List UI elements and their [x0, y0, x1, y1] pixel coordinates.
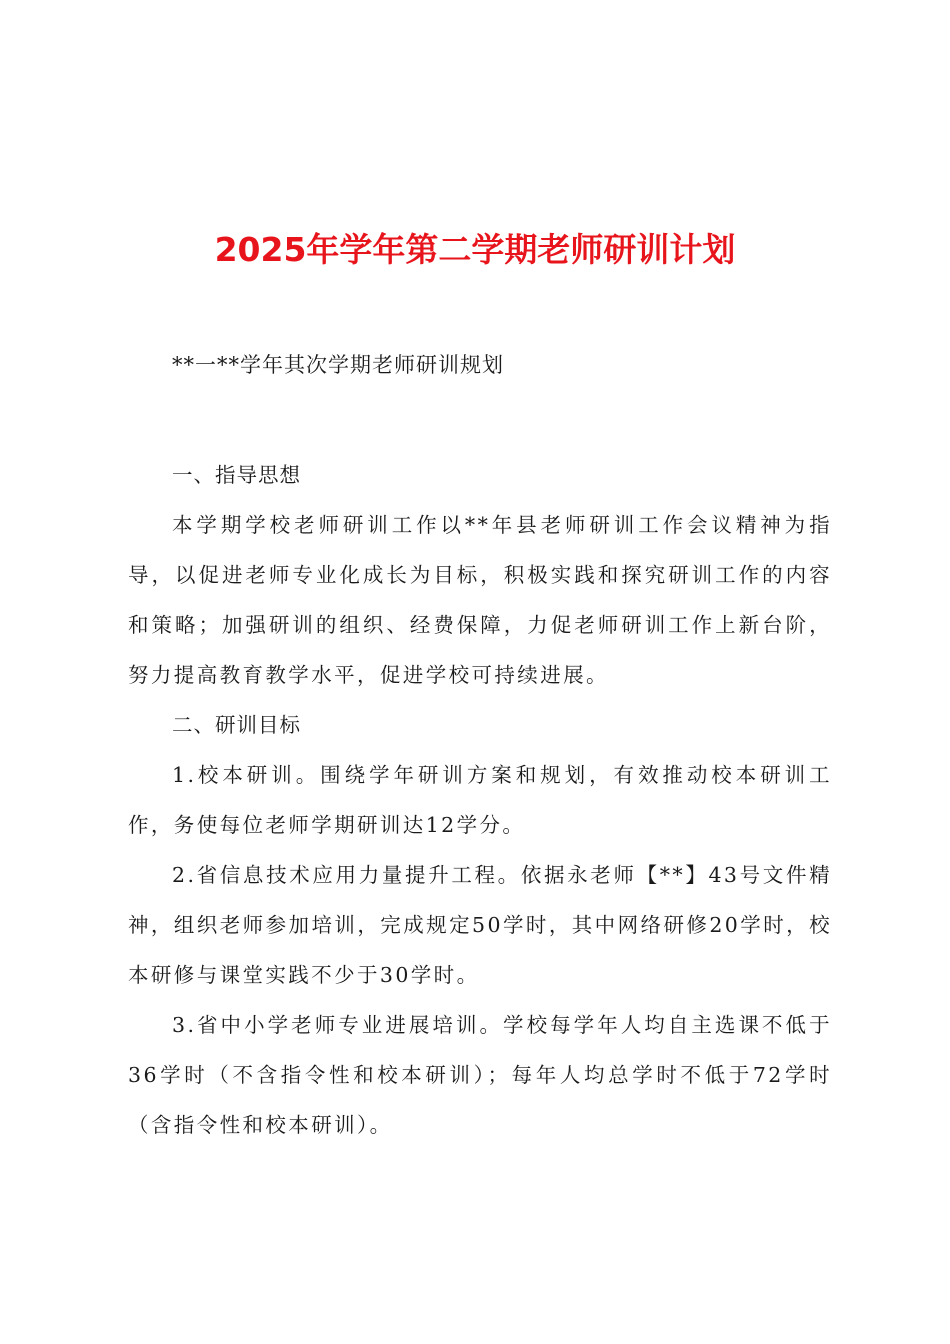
section-heading-guiding-ideology: 一、指导思想 — [172, 463, 301, 487]
paragraph-goal-professional-development: 3.省中小学老师专业进展培训。学校每学年人均自主选课不低于36学时（不含指令性和校本研训）；每年人均总学时不低于72学时（含指令性和校本研训）。 — [128, 1013, 832, 1137]
section-heading-training-goals: 二、研训目标 — [172, 713, 301, 737]
paragraph-goal-it-capability: 2.省信息技术应用力量提升工程。依据永老师【**】43号文件精神，组织老师参加培训，完成规定50学时，其中网络研修20学时，校本研修与课堂实践不少于30学时。 — [128, 863, 832, 987]
paragraph-goal-school-training: 1.校本研训。围绕学年研训方案和规划，有效推动校本研训工作，务使每位老师学期研训达12学分。 — [128, 763, 832, 837]
document-subtitle: **一**学年其次学期老师研训规划 — [172, 353, 504, 377]
paragraph-guiding-ideology: 本学期学校老师研训工作以**年县老师研训工作会议精神为指导，以促进老师专业化成长为目标，积极实践和探究研训工作的内容和策略；加强研训的组织、经费保障，力促老师研训工作上新台阶，努力提高教育教学水平，促进学校可持续进展。 — [128, 513, 832, 687]
document-title: 2025年学年第二学期老师研训计划 — [214, 230, 736, 270]
document-body — [128, 450, 832, 1150]
